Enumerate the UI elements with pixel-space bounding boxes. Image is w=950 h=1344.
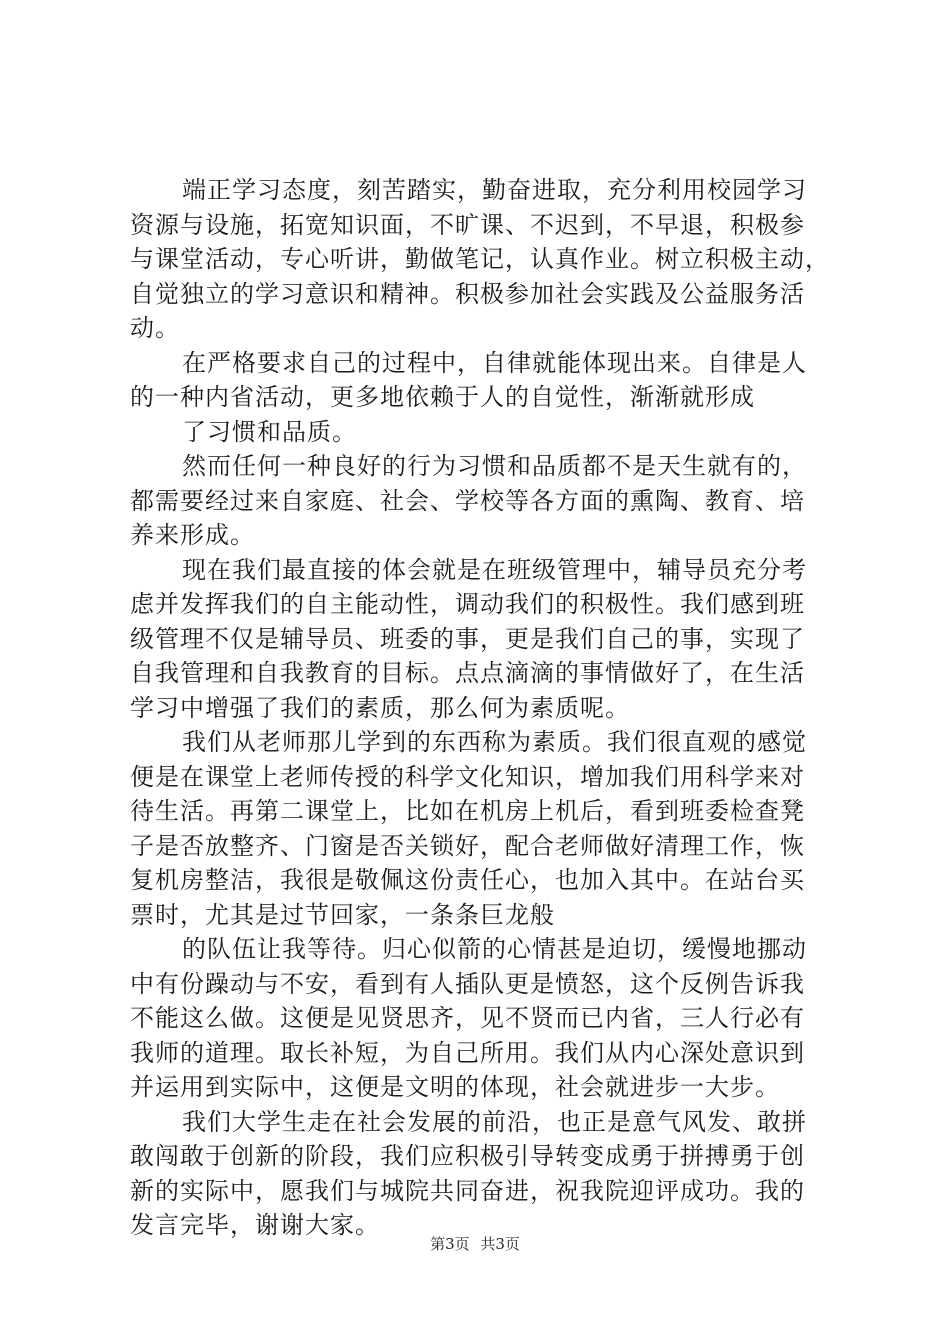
text-line: 新的实际中，愿我们与城院共同奋进，祝我院迎评成功。我的	[130, 1176, 805, 1205]
text-line: 中有份躁动与不安，看到有人插队更是愤怒，这个反例告诉我	[130, 969, 805, 998]
text-line: 发言完毕，谢谢大家。	[130, 1211, 380, 1239]
text-line: 我们从老师那儿学到的东西称为素质。我们很直观的感觉	[182, 728, 807, 756]
text-line: 复机房整洁，我很是敬佩这份责任心，也加入其中。在站台买	[130, 866, 805, 894]
text-line: 资源与设施，拓宽知识面，不旷课、不迟到，不早退，积极参	[130, 210, 805, 239]
body-text	[130, 173, 830, 1243]
text-line: 然而任何一种良好的行为习惯和品质都不是天生就有的，	[182, 452, 807, 480]
text-line: 便是在课堂上老师传授的科学文化知识，增加我们用科学来对	[130, 762, 805, 791]
text-line: 现在我们最直接的体会就是在班级管理中，辅导员充分考	[182, 555, 807, 584]
text-line: 养来形成。	[130, 521, 255, 549]
text-line: 自觉独立的学习意识和精神。积极参加社会实践及公益服务活	[130, 279, 805, 308]
text-line: 待生活。再第二课堂上，比如在机房上机后，看到班委检查凳	[130, 797, 805, 825]
text-line: 与课堂活动，专心听讲，勤做笔记，认真作业。树立积极主动，	[130, 245, 830, 273]
text-line: 不能这么做。这便是见贤思齐，见不贤而已内省，三人行必有	[130, 1004, 805, 1032]
text-line: 级管理不仅是辅导员、班委的事，更是我们自己的事，实现了	[130, 624, 805, 653]
page-number: 第3页	[430, 1235, 470, 1253]
text-line: 的一种内省活动，更多地依赖于人的自觉性，渐渐就形成	[130, 383, 755, 411]
text-line: 票时，尤其是过节回家，一条条巨龙般	[130, 900, 555, 929]
text-line: 并运用到实际中，这便是文明的体现，社会就进步一大步。	[130, 1073, 780, 1101]
text-line: 子是否放整齐、门窗是否关锁好，配合老师做好清理工作，恢	[130, 831, 805, 860]
text-line: 虑并发挥我们的自主能动性，调动我们的积极性。我们感到班	[130, 590, 805, 618]
text-line: 都需要经过来自家庭、社会、学校等各方面的熏陶、教育、培	[130, 486, 805, 515]
page-footer	[0, 1233, 950, 1254]
text-line: 了习惯和品质。	[182, 417, 357, 446]
text-line: 敢闯敢于创新的阶段，我们应积极引导转变成勇于拼搏勇于创	[130, 1142, 805, 1170]
page-total: 共3页	[480, 1235, 520, 1253]
text-line: 我们大学生走在社会发展的前沿，也正是意气风发、敢拼	[182, 1107, 807, 1136]
text-line: 自我管理和自我教育的目标。点点滴滴的事情做好了，在生活	[130, 659, 805, 687]
text-line: 我师的道理。取长补短，为自己所用。我们从内心深处意识到	[130, 1038, 805, 1067]
text-line: 端正学习态度，刻苦踏实，勤奋进取，充分利用校园学习	[182, 176, 807, 204]
text-line: 学习中增强了我们的素质，那么何为素质呢。	[130, 693, 630, 722]
text-line: 在严格要求自己的过程中，自律就能体现出来。自律是人	[182, 348, 807, 377]
text-line: 的队伍让我等待。归心似箭的心情甚是迫切，缓慢地挪动	[182, 935, 807, 963]
text-line: 动。	[130, 314, 180, 342]
